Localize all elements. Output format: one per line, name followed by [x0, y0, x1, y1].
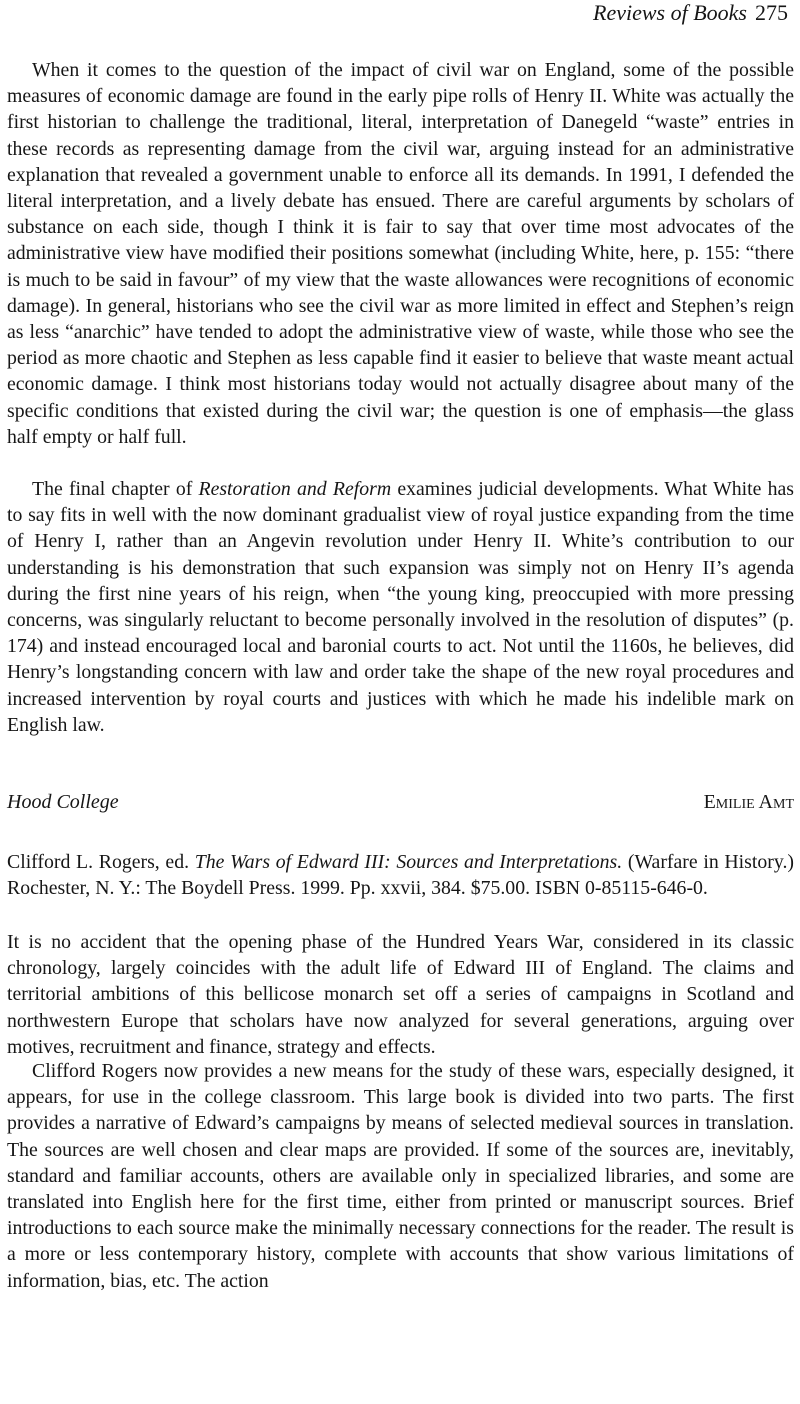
- review1-paragraph-2: [7, 476, 794, 738]
- review1-paragraph-2-block: [7, 476, 794, 738]
- paragraph-text: The final chapter of: [32, 478, 199, 500]
- review2-paragraph-2-block: [7, 1058, 794, 1294]
- book-title: The Wars of Edward III: Sources and Interpretations.: [194, 851, 623, 873]
- review1-paragraph-1: When it comes to the question of the impact of civil war on England, some of the possible measures of economic damage are found in the early pipe rolls of Henry II. White was actually the first historian to challenge the traditional, literal, interpretation of Danegeld “waste” entries in these records as representing damage from the civil war, arguing instead for an administrative explanation that revealed a government unable to enforce all its demands. In 1991, I defended the literal interpretation, and a lively debate has ensued. There are careful arguments by scholars of substance on each side, though I think it is fair to say that over time most advocates of the administrative view have modified their positions somewhat (including White, here, p. 155: “there is much to be said in favour” of my view that the waste allowances were recognitions of economic damage). In general, historians who see the civil war as more limited in effect and Stephen’s reign as less “anarchic” have tended to adopt the administrative view of waste, while those who see the period as more chaotic and Stephen as less capable find it easier to believe that waste meant actual economic damage. I think most historians today would not actually disagree about many of the specific conditions that existed during the civil war; the question is one of emphasis—the glass half empty or half full.: [7, 59, 794, 448]
- page-number: 275: [755, 0, 788, 25]
- reviewer-name: Emilie Amt: [703, 791, 794, 813]
- paragraph-text: examines judicial developments. What White has to say fits in well with the now dominant gradualist view of royal justice expanding from the time of Henry I, rather than an Angevin revolution under Henry II. White’s contribution to our understanding is his demonstration that such expansion was simply not on Henry II’s agenda during the first nine years of his reign, when “the young king, preoccupied with more pressing concerns, was singularly reluctant to become personally involved in the resolution of disputes” (p. 174) and instead encouraged local and baronial courts to act. Not until the 1160s, he believes, did Henry’s longstanding concern with law and order take the shape of the new royal procedures and increased intervention by royal courts and justices with which he made his indelible mark on English law.: [7, 478, 794, 736]
- review2-paragraph-2: Clifford Rogers now provides a new means for the study of these wars, especially designed, it appears, for use in the college classroom. This large book is divided into two parts. The first provides a narrative of Edward’s campaigns by means of selected medieval sources in translation. The sources are well chosen and clear maps are provided. If some of the sources are, inevitably, standard and familiar accounts, others are available only in specialized libraries, and some are translated into English here for the first time, either from printed or manuscript sources. Brief introductions to each source make the minimally necessary connections for the reader. The result is a more or less contemporary history, complete with accounts that show various limitations of information, bias, etc. The action: [7, 1060, 794, 1292]
- journal-section-title: Reviews of Books: [593, 0, 747, 25]
- citation-text: (Warfare in History.) Rochester, N. Y.: The Boydell Press. 1999. Pp. xxvii, 384. $75.00. ISBN 0-85115-646-0.: [7, 851, 794, 899]
- book-title: Restoration and Reform: [198, 478, 392, 500]
- citation-text: Clifford L. Rogers, ed.: [7, 851, 195, 873]
- review2-paragraph-1-block: [7, 929, 794, 1060]
- review2-citation: [7, 849, 794, 901]
- review2-paragraph-1: It is no accident that the opening phase of the Hundred Years War, considered in its classic chronology, largely coincides with the adult life of Edward III of England. The claims and territorial ambitions of this bellicose monarch set off a series of campaigns in Scotland and northwestern Europe that scholars have now analyzed for several generations, arguing over motives, recruitment and finance, strategy and effects.: [7, 931, 794, 1058]
- review1-paragraph-1-block: [7, 57, 794, 450]
- review2-citation-block: [7, 849, 794, 901]
- running-head: [593, 0, 788, 26]
- reviewer-institution: Hood College: [7, 791, 119, 813]
- review1-signature: [7, 789, 794, 815]
